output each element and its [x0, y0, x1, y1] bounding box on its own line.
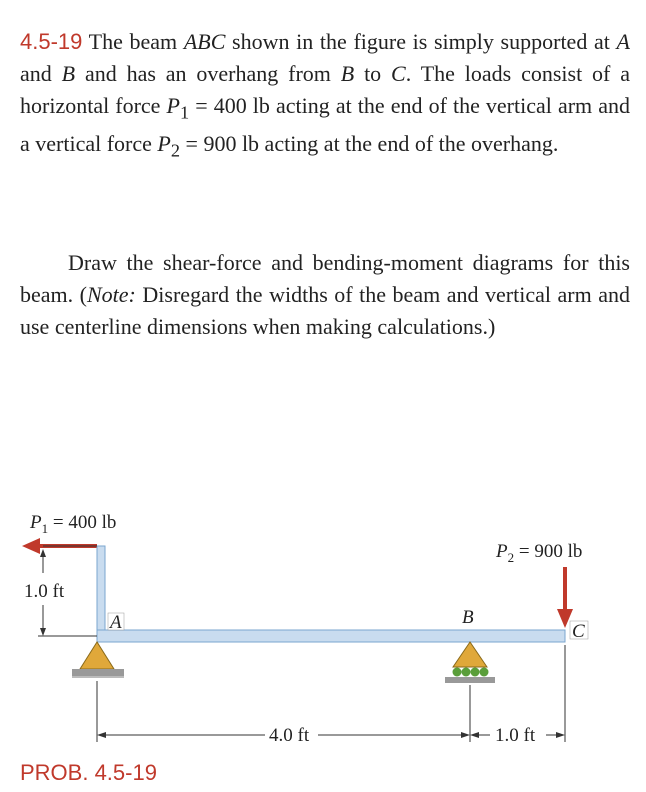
problem-number: 4.5-19 [20, 29, 83, 54]
pin-support-a [80, 642, 114, 669]
dim-ab-arrow-right [461, 732, 470, 738]
dim-ab-arrow-left [97, 732, 106, 738]
figure-caption: PROB. 4.5-19 [20, 760, 157, 785]
roller-wheel [453, 668, 462, 677]
vertical-arm [97, 546, 105, 640]
ground-a [72, 669, 124, 676]
arm-height-label: 1.0 ft [24, 581, 65, 602]
problem-statement: 4.5-19 The beam ABC shown in the figure is simply supported at A and B and has an overhang from B to C. The loads consist of a horizontal force $P_1 = 400$ lb acting at the end of the vertical arm and a vertical force $P_2 = 900$ lb acting at the end of the overhang. [20, 29, 631, 161]
roller-wheel [480, 668, 489, 677]
span-ab-label: 4.0 ft [269, 725, 310, 746]
p2-label: $P_2 = 900$ lb [496, 541, 583, 565]
label-c: C [572, 621, 585, 642]
beam [97, 630, 565, 642]
roller-wheel [471, 668, 480, 677]
label-b: B [462, 607, 474, 628]
dim-bc-arrow-right [556, 732, 565, 738]
ground-b [445, 677, 495, 683]
roller-wheel [462, 668, 471, 677]
span-bc-label: 1.0 ft [495, 725, 536, 746]
p1-label: $P_1 = 400$ lb [30, 512, 117, 536]
dim-arm-arrow-top [40, 549, 46, 557]
label-a: A [110, 612, 122, 633]
beam-figure [0, 495, 646, 750]
roller-support-b [453, 642, 487, 667]
p1-arrowhead [22, 538, 40, 554]
dim-bc-arrow-left [470, 732, 479, 738]
instruction-text: Draw the shear-force and bending-moment diagrams for this beam. (Note: Disregard the widths of the beam and vertical arm and use centerline dimensions when making calculations.) [20, 250, 631, 339]
dim-arm-arrow-bottom [40, 628, 46, 636]
